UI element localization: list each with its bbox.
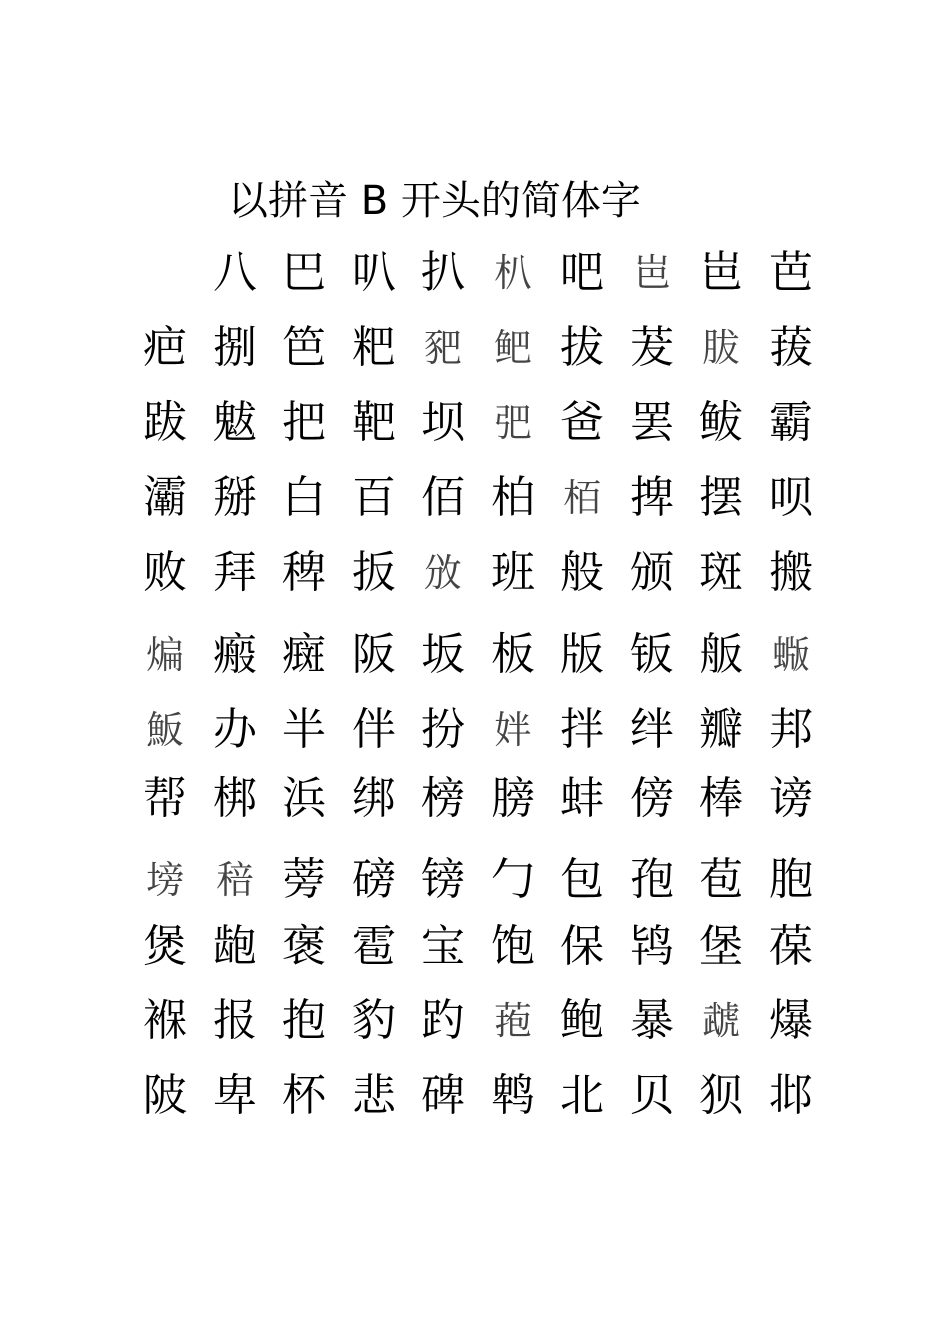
char-cell: 包 (560, 854, 604, 905)
char-cell: 白 (282, 472, 326, 523)
char-cell: 绊 (630, 704, 674, 755)
char-cell: 粑 (352, 322, 396, 373)
char-cell: 豝 (423, 326, 462, 370)
char-cell: 蝂 (771, 633, 810, 677)
char-cell: 钣 (630, 629, 674, 680)
char-cell: 煲 (143, 921, 187, 972)
char-cell: 扮 (421, 704, 465, 755)
char-cell: 百 (352, 472, 396, 523)
char-cell: 坂 (421, 629, 465, 680)
char-cell: 绑 (352, 773, 396, 824)
char-cell: 拔 (560, 322, 604, 373)
char-cell: 榜 (421, 773, 465, 824)
char-cell: 卑 (213, 1070, 257, 1121)
char-cell: 佰 (421, 472, 465, 523)
char-cell: 谤 (769, 773, 813, 824)
char-cell: 灞 (143, 472, 187, 523)
char-cell: 魃 (213, 397, 257, 448)
char-cell: 堡 (699, 921, 743, 972)
char-cell: 巴 (282, 247, 326, 298)
char-cell: 镑 (421, 854, 465, 905)
char-cell: 龅 (213, 921, 257, 972)
char-cell: 罢 (630, 397, 674, 448)
char-cell: 搬 (769, 547, 813, 598)
char-cell: 抱 (282, 995, 326, 1046)
char-cell: 鲅 (699, 397, 743, 448)
char-cell: 稗 (282, 547, 326, 598)
char-cell: 胈 (701, 326, 740, 370)
char-cell: 孢 (630, 854, 674, 905)
char-cell: 八 (213, 247, 257, 298)
char-cell: 勹 (491, 854, 535, 905)
char-cell: 褓 (143, 995, 187, 1046)
char-cell: 蚌 (560, 773, 604, 824)
char-cell: 疤 (143, 322, 187, 373)
char-cell: 碑 (421, 1070, 465, 1121)
char-cell: 趵 (421, 995, 465, 1046)
char-cell: 板 (491, 629, 535, 680)
char-cell: 芭 (769, 247, 813, 298)
char-cell: 贝 (630, 1070, 674, 1121)
char-cell: 爸 (560, 397, 604, 448)
char-cell: 般 (560, 547, 604, 598)
char-cell: 扳 (352, 547, 396, 598)
char-cell: 伴 (352, 704, 396, 755)
char-cell: 傍 (630, 773, 674, 824)
char-cell: 鲍 (560, 995, 604, 1046)
char-cell: 败 (143, 547, 187, 598)
char-cell: 瓣 (699, 704, 743, 755)
char-cell: 霸 (769, 397, 813, 448)
char-cell: 爆 (769, 995, 813, 1046)
char-cell: 蒡 (282, 854, 326, 905)
char-cell: 颁 (630, 547, 674, 598)
page-title: 以拼音 B 开头的简体字 (228, 178, 641, 224)
char-cell: 饱 (491, 921, 535, 972)
char-cell: 棒 (699, 773, 743, 824)
char-cell: 浜 (282, 773, 326, 824)
char-cell: 岜 (699, 247, 743, 298)
char-cell: 呗 (769, 472, 813, 523)
char-cell: 葆 (769, 921, 813, 972)
char-cell: 煸 (145, 633, 184, 677)
char-cell: 菝 (769, 322, 813, 373)
char-cell: 鹎 (491, 1070, 535, 1121)
char-cell: 扒 (421, 247, 465, 298)
char-cell: 苞 (699, 854, 743, 905)
char-cell: 斑 (699, 547, 743, 598)
char-cell: 版 (560, 629, 604, 680)
char-cell: 靶 (352, 397, 396, 448)
char-cell: 保 (560, 921, 604, 972)
char-cell: 宝 (421, 921, 465, 972)
char-cell: 拌 (560, 704, 604, 755)
char-cell: 阪 (352, 629, 396, 680)
char-cell: 摆 (699, 472, 743, 523)
char-cell: 把 (282, 397, 326, 448)
char-cell: 攽 (423, 551, 462, 595)
char-cell: 姅 (493, 708, 532, 752)
char-cell: 虣 (701, 999, 740, 1043)
char-cell: 栢 (562, 476, 601, 520)
char-cell: 柏 (491, 472, 535, 523)
char-cell: 吧 (560, 247, 604, 298)
char-cell: 鲃 (493, 326, 532, 370)
char-cell: 膀 (491, 773, 535, 824)
char-cell: 菢 (493, 999, 532, 1043)
char-cell: 拜 (213, 547, 257, 598)
char-cell: 稖 (215, 858, 254, 902)
char-cell: 杯 (282, 1070, 326, 1121)
char-cell: 塝 (145, 858, 184, 902)
char-cell: 叭 (352, 247, 396, 298)
char-cell: 舨 (699, 629, 743, 680)
char-cell: 磅 (352, 854, 396, 905)
char-cell: 褒 (282, 921, 326, 972)
char-cell: 办 (213, 704, 257, 755)
char-cell: 魬 (145, 708, 184, 752)
char-cell: 报 (213, 995, 257, 1046)
char-cell: 捭 (630, 472, 674, 523)
char-cell: 豹 (352, 995, 396, 1046)
char-cell: 帮 (143, 773, 187, 824)
char-cell: 狈 (699, 1070, 743, 1121)
char-cell: 癍 (282, 629, 326, 680)
char-cell: 掰 (213, 472, 257, 523)
char-cell: 捌 (213, 322, 257, 373)
char-cell: 陂 (143, 1070, 187, 1121)
char-cell: 半 (282, 704, 326, 755)
char-cell: 梆 (213, 773, 257, 824)
char-cell: 茇 (630, 322, 674, 373)
char-cell: 弝 (493, 401, 532, 445)
char-cell: 雹 (352, 921, 396, 972)
char-cell: 鸨 (630, 921, 674, 972)
char-cell: 悲 (352, 1070, 396, 1121)
char-cell: 笆 (282, 322, 326, 373)
char-cell: 朳 (493, 251, 532, 295)
char-cell: 班 (491, 547, 535, 598)
char-cell: 岜 (632, 251, 671, 295)
char-cell: 北 (560, 1070, 604, 1121)
char-cell: 跋 (143, 397, 187, 448)
char-cell: 胞 (769, 854, 813, 905)
char-cell: 邶 (769, 1070, 813, 1121)
char-cell: 坝 (421, 397, 465, 448)
char-cell: 邦 (769, 704, 813, 755)
char-cell: 瘢 (213, 629, 257, 680)
char-cell: 暴 (630, 995, 674, 1046)
